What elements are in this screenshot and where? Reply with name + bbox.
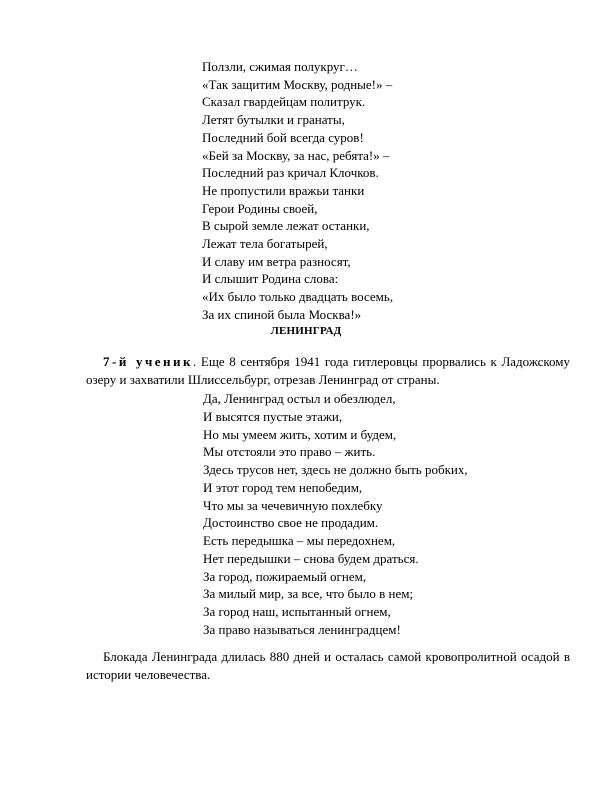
poem-line: Но мы умеем жить, хотим и будем, [203, 426, 397, 442]
poem-line: За город, пожираемый огнем, [203, 568, 367, 584]
poem-leningrad [203, 390, 468, 639]
poem-line: Последний бой всегда суров! [202, 129, 364, 145]
speaker-label: 7-й ученик [103, 354, 194, 369]
poem-line: «Бей за Москву, за нас, ребята!» – [202, 147, 390, 163]
poem-line: «Так защитим Москву, родные!» – [202, 76, 393, 92]
poem-line: Здесь трусов нет, здесь не должно быть робких, [203, 462, 468, 477]
poem-line: Летят бутылки и гранаты, [202, 112, 345, 128]
poem-line: Лежат тела богатырей, [202, 236, 328, 252]
poem-line: В сырой земле лежат останки, [202, 218, 370, 234]
poem-line: Не пропустили вражьи танки [202, 182, 365, 198]
poem-line: Сказал гвардейцам политрук. [202, 94, 366, 110]
section-heading: ЛЕНИНГРАД [270, 325, 342, 337]
intro-text: . Еще 8 сентября 1941 года гитлеровцы прорвались к Ладожскому озеру и захватили Шлиссельбург, отрезав Ленинград от страны. [86, 354, 570, 387]
poem-line: За право называться ленинградцем! [203, 621, 401, 637]
intro-paragraph [86, 353, 570, 389]
poem-line: Герои Родины своей, [202, 200, 318, 216]
poem-line: И высятся пустые этажи, [203, 408, 343, 424]
poem-line: И этот город тем непобедим, [203, 479, 363, 495]
closing-paragraph: Блокада Ленинграда длилась 880 дней и осталась самой кровопролитной осадой в истории человечества. [86, 649, 570, 682]
poem-line: За город наш, испытанный огнем, [203, 604, 391, 619]
poem-line: «Их было только двадцать восемь, [202, 289, 394, 305]
poem-line: Достоинство свое не продадим. [203, 515, 379, 531]
poem-line: Нет передышки – снова будем драться. [203, 550, 419, 566]
poem-moscow [202, 58, 393, 324]
poem-line: Последний раз кричал Клочков. [202, 165, 379, 181]
poem-line: Мы отстояли это право – жить. [203, 444, 376, 460]
poem-line: Что мы за чечевичную похлебку [203, 497, 383, 513]
poem-line: За их спиной была Москва!» [202, 306, 362, 322]
poem-line: За милый мир, за все, что было в нем; [203, 586, 414, 602]
poem-line: Да, Ленинград остыл и обезлюдел, [203, 391, 396, 406]
poem-line: И слышит Родина слова: [202, 271, 339, 287]
poem-line: Ползли, сжимая полукруг… [202, 59, 358, 74]
poem-line: Есть передышка – мы передохнем, [203, 533, 396, 548]
poem-line: И славу им ветра разносят, [202, 253, 351, 269]
